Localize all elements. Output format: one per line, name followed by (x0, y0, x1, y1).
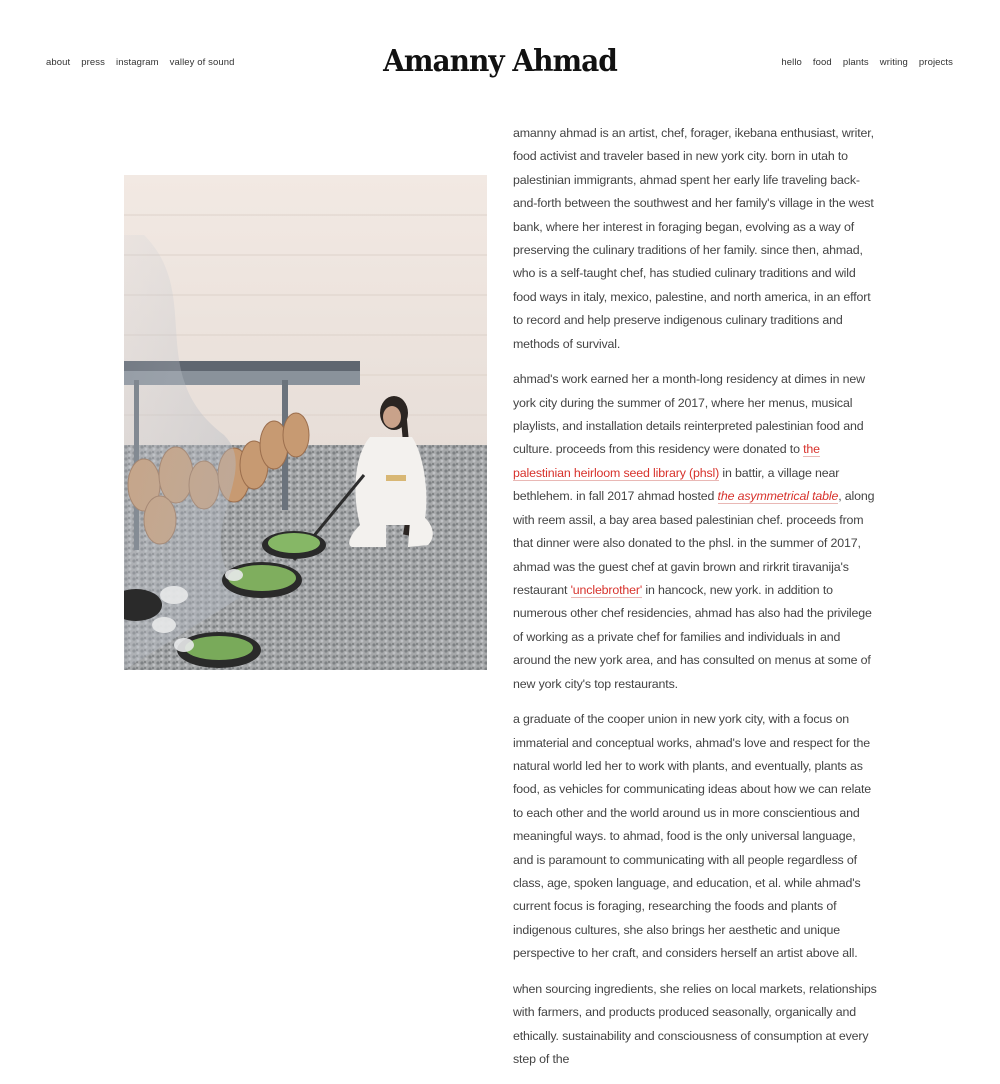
unclebrother-link[interactable]: 'unclebrother' (570, 582, 643, 597)
bio-p2-text-b: in battir, a village near bethlehem. in fall 2017 ahmad hosted (513, 465, 840, 504)
phsl-link[interactable]: the palestinian heirloom seed library (phsl) (513, 442, 820, 480)
bio-paragraph-4: when sourcing ingredients, she relies on local markets, relationships with farmers, and products produced seasonally, organically and ethically. sustainability and consciousness of consumption at every step of the (513, 981, 877, 1066)
site-logo[interactable]: Amanny Ahmad (383, 42, 617, 79)
bio-paragraph-2 (513, 368, 879, 696)
right-nav (781, 57, 953, 68)
bio-p2-text-c: , along with reem assil, a bay area based palestinian chef. proceeds from that dinner were also donated to the phsl. in the summer of 2017, ahmad was the guest chef at gavin brown and rirkrit tiravanija's restaurant (513, 489, 875, 597)
nav-about[interactable]: about (46, 57, 71, 68)
bio-p2-text-d: in hancock, new york. in addition to numerous other chef residencies, ahmad has also had the privilege of working as a private chef for families and individuals in and around the new york area, and has consulted on menus at some of new york city's top restaurants. (513, 582, 872, 691)
bio-content (513, 122, 879, 1084)
bio-p2-text-a: ahmad's work earned her a month-long residency at dimes in new york city during the summer of 2017, where her menus, musical playlists, and installation details reinterpreted palestinian food and culture. proceeds from this residency were donated to (513, 372, 865, 457)
bio-paragraph-1: amanny ahmad is an artist, chef, forager, ikebana enthusiast, writer, food activist and traveler based in new york city. born in utah to palestinian immigrants, ahmad spent her early life traveling back-and-forth between the southwest and her family's village in the west bank, where her interest in foraging began, evolving as a way of preserving the culinary traditions of her family. since then, ahmad, who is a self-taught chef, has studied culinary traditions and wild food ways in italy, mexico, palestine, and north america, in an effort to record and help preserve indigenous culinary traditions and methods of survival. (513, 126, 874, 351)
nav-projects[interactable]: projects (918, 57, 953, 68)
nav-valley-of-sound[interactable]: valley of sound (169, 57, 235, 68)
bio-paragraph-3: a graduate of the cooper union in new york city, with a focus on immaterial and conceptual works, ahmad's love and respect for the natural world led her to work with plants, and eventually, plants as food, as vehicles for communicating ideas about how we can relate to each other and the world around us in more conscientious and meaningful ways. to ahmad, food is the only universal language, and is paramount to communicating with all people regardless of class, age, spoken language, and education, et al. while ahmad's current focus is foraging, researching the foods and plants of indigenous cultures, she also brings her aesthetic and unique perspective to her craft, and considers herself an artist above all. (513, 712, 872, 961)
cooking-fire-photo (124, 175, 487, 670)
nav-food[interactable]: food (812, 57, 832, 68)
nav-instagram[interactable]: instagram (116, 57, 159, 68)
nav-press[interactable]: press (81, 57, 106, 68)
asymmetrical-table-link[interactable]: the asymmetrical table (717, 489, 839, 504)
hero-photo (124, 175, 487, 670)
nav-writing[interactable]: writing (879, 57, 908, 68)
nav-plants[interactable]: plants (842, 57, 869, 68)
nav-hello[interactable]: hello (781, 57, 802, 68)
